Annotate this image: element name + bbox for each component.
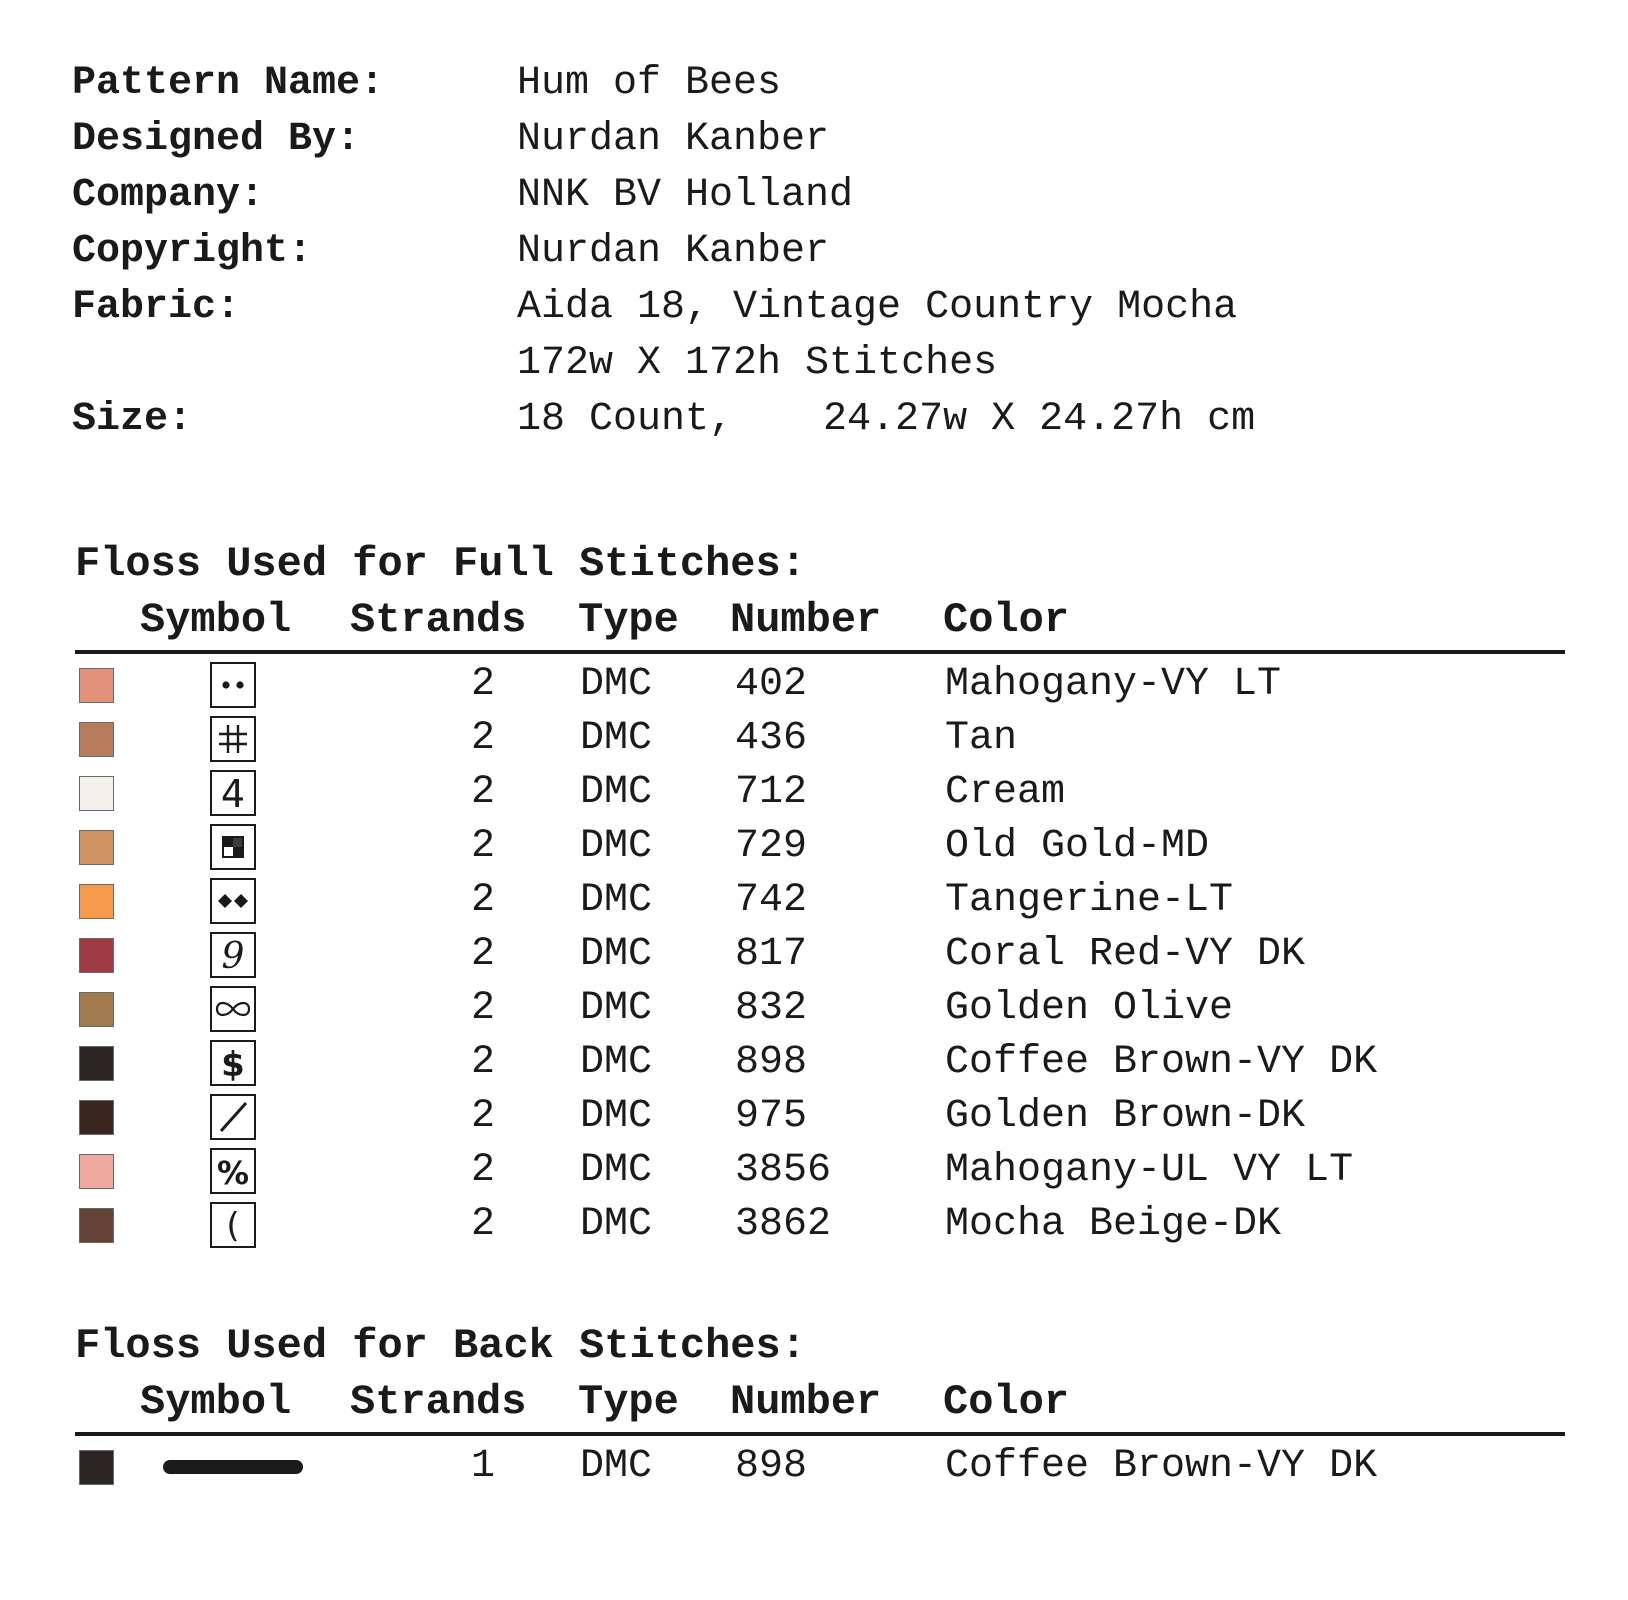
color-swatch: [79, 938, 114, 973]
color-name-cell: Coffee Brown-VY DK: [945, 1444, 1378, 1489]
number-cell: 436: [735, 716, 808, 761]
type-cell: DMC: [580, 1202, 653, 1247]
color-swatch: [79, 1046, 114, 1081]
type-cell: DMC: [580, 716, 653, 761]
header-color: Color: [943, 596, 1070, 644]
info-value: Nurdan Kanber: [517, 229, 830, 274]
color-swatch: [79, 830, 114, 865]
color-name-cell: Mocha Beige-DK: [945, 1202, 1282, 1247]
info-label: Fabric:: [72, 285, 241, 330]
color-name-cell: Tan: [945, 716, 1018, 761]
info-value: NNK BV Holland: [517, 173, 854, 218]
strands-cell: 2: [470, 1040, 495, 1085]
table-row: [75, 766, 1565, 820]
number-cell: 402: [735, 662, 808, 707]
type-cell: DMC: [580, 932, 653, 977]
header-type: Type: [578, 1378, 679, 1426]
header-symbol: Symbol: [140, 596, 292, 644]
header-number: Number: [730, 596, 882, 644]
strands-cell: 2: [470, 1094, 495, 1139]
info-label: Size:: [72, 397, 193, 442]
header-symbol: Symbol: [140, 1378, 292, 1426]
info-value: 172w X 172h Stitches: [517, 341, 998, 386]
color-swatch: [79, 1208, 114, 1243]
dollar-icon: [210, 1040, 256, 1086]
floss-table-rows: [75, 658, 1565, 1252]
info-value: [517, 392, 1255, 448]
number-cell: 832: [735, 986, 808, 1031]
table-row: [75, 982, 1565, 1036]
color-swatch: [79, 1154, 114, 1189]
color-name-cell: Mahogany-UL VY LT: [945, 1148, 1354, 1193]
type-cell: DMC: [580, 662, 653, 707]
type-cell: DMC: [580, 1444, 653, 1489]
type-cell: DMC: [580, 1040, 653, 1085]
size-count: 18 Count,: [517, 397, 734, 442]
header-number: Number: [730, 1378, 882, 1426]
table-header: [75, 1378, 1565, 1432]
info-label: Company:: [72, 173, 265, 218]
info-label: Copyright:: [72, 229, 313, 274]
color-name-cell: Tangerine-LT: [945, 878, 1234, 923]
color-name-cell: Old Gold-MD: [945, 824, 1210, 869]
color-name-cell: Cream: [945, 770, 1066, 815]
digit-nine-icon: [210, 932, 256, 978]
percent-icon: [210, 1148, 256, 1194]
color-name-cell: Golden Brown-DK: [945, 1094, 1306, 1139]
table-row: [75, 928, 1565, 982]
color-swatch: [79, 992, 114, 1027]
quartered-square-icon: [210, 824, 256, 870]
color-name-cell: Coffee Brown-VY DK: [945, 1040, 1378, 1085]
svg-text:%: %: [216, 1154, 250, 1191]
table-row: [75, 1198, 1565, 1252]
svg-text:4: 4: [220, 773, 246, 813]
table-header: [75, 596, 1565, 650]
color-swatch: [79, 776, 114, 811]
color-swatch: [79, 884, 114, 919]
table-row: [75, 1090, 1565, 1144]
number-cell: 898: [735, 1040, 808, 1085]
type-cell: DMC: [580, 770, 653, 815]
strands-cell: 2: [470, 986, 495, 1031]
two-dots-icon: [210, 662, 256, 708]
number-cell: 898: [735, 1444, 808, 1489]
type-cell: DMC: [580, 878, 653, 923]
number-cell: 3862: [735, 1202, 832, 1247]
header-strands: Strands: [350, 596, 527, 644]
color-name-cell: Mahogany-VY LT: [945, 662, 1282, 707]
section-title: Floss Used for Back Stitches:: [75, 1322, 806, 1370]
type-cell: DMC: [580, 986, 653, 1031]
header-type: Type: [578, 596, 679, 644]
header-strands: Strands: [350, 1378, 527, 1426]
floss-table-rows: [75, 1440, 1565, 1494]
slash-icon: [210, 1094, 256, 1140]
table-row: [75, 712, 1565, 766]
info-value: Nurdan Kanber: [517, 117, 830, 162]
strands-cell: 2: [470, 878, 495, 923]
color-name-cell: Coral Red-VY DK: [945, 932, 1306, 977]
strands-cell: 2: [470, 770, 495, 815]
number-cell: 975: [735, 1094, 808, 1139]
hash-icon: [210, 716, 256, 762]
table-row: [75, 1440, 1565, 1494]
header-rule: [75, 650, 1565, 654]
type-cell: DMC: [580, 1094, 653, 1139]
number-cell: 729: [735, 824, 808, 869]
strands-cell: 2: [470, 932, 495, 977]
svg-text:(: (: [226, 1206, 240, 1245]
size-dimensions: 24.27w X 24.27h cm: [823, 397, 1256, 442]
table-row: [75, 1144, 1565, 1198]
table-row: [75, 820, 1565, 874]
number-cell: 712: [735, 770, 808, 815]
header-color: Color: [943, 1378, 1070, 1426]
digit-four-icon: [210, 770, 256, 816]
number-cell: 3856: [735, 1148, 832, 1193]
info-value: Aida 18, Vintage Country Mocha: [517, 285, 1238, 330]
info-value: Hum of Bees: [517, 61, 782, 106]
two-diamonds-icon: [210, 878, 256, 924]
header-rule: [75, 1432, 1565, 1436]
svg-text:9: 9: [221, 936, 245, 975]
table-row: [75, 658, 1565, 712]
number-cell: 742: [735, 878, 808, 923]
strands-cell: 2: [470, 824, 495, 869]
color-swatch: [79, 1100, 114, 1135]
color-swatch: [79, 1450, 114, 1485]
strands-cell: 2: [470, 716, 495, 761]
section-title: Floss Used for Full Stitches:: [75, 540, 806, 588]
parenthesis-icon: [210, 1202, 256, 1248]
strands-cell: 1: [470, 1444, 495, 1489]
strands-cell: 2: [470, 1148, 495, 1193]
back-stitch-line-icon: [163, 1460, 303, 1474]
number-cell: 817: [735, 932, 808, 977]
strands-cell: 2: [470, 1202, 495, 1247]
type-cell: DMC: [580, 1148, 653, 1193]
color-name-cell: Golden Olive: [945, 986, 1234, 1031]
strands-cell: 2: [470, 662, 495, 707]
table-row: [75, 1036, 1565, 1090]
table-row: [75, 874, 1565, 928]
color-swatch: [79, 722, 114, 757]
info-label: Pattern Name:: [72, 61, 385, 106]
color-swatch: [79, 668, 114, 703]
svg-text:$: $: [221, 1045, 245, 1083]
infinity-icon: [210, 986, 256, 1032]
type-cell: DMC: [580, 824, 653, 869]
info-label: Designed By:: [72, 117, 361, 162]
